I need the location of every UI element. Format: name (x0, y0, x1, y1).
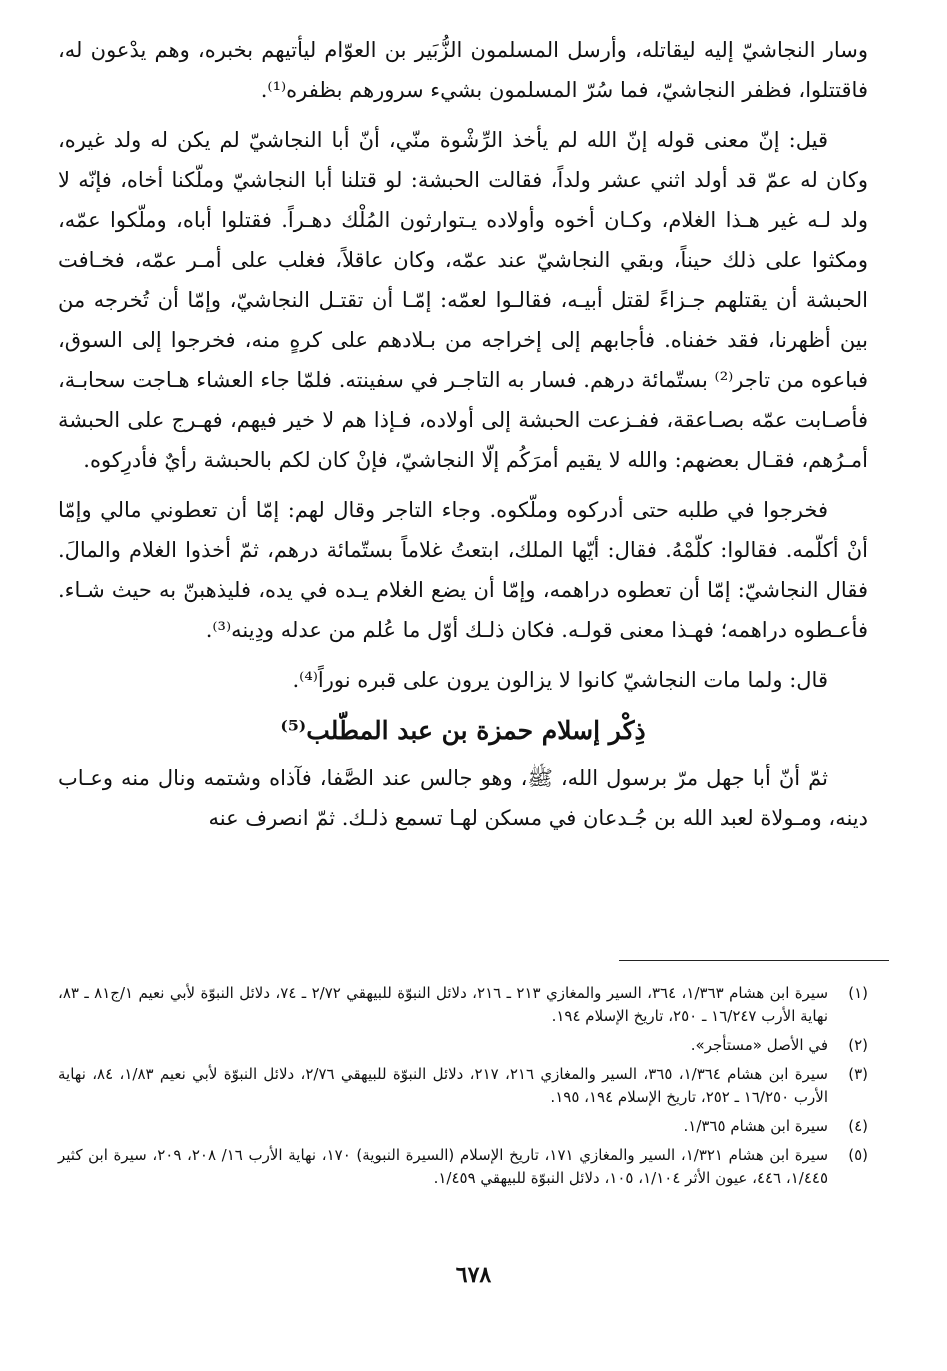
footnote-3 (58, 1063, 868, 1109)
section-heading: ذِكْر إسلام حمزة بن عبد المطّلب⁽⁵⁾ (280, 716, 646, 745)
footnote-2 (58, 1034, 868, 1057)
paragraph-1: وسار النجاشيّ إليه ليقاتله، وأرسل المسلمون الزُّبَير بن العوّام ليأتيهم بخبره، وهم يدْعون له، فاقتتلوا، فظفر النجاشيّ، فما سُرّ المسلمون بشيء سرورهم بظفره⁽¹⁾. (58, 38, 868, 102)
paragraph-2: قيل: إنّ معنى قوله إنّ الله لم يأخذ الرِّشْوة منّي، أنّ أبا النجاشيّ لم يكن له ولد غيره، وكان له عمّ قد أولد اثني عشر ولداً، فقالت الحبشة: لو قتلنا أبا النجاشيّ وملّكنا أخاه، فإنّه لا ولد لـه غير هـذا الغلام، وكـان أخوه وأولاده يـتوارثون المُلْك دهـراً. فقتلوا أباه، وملّكوا عمّه، ومكثوا على ذلك حيناً، وبقي النجاشيّ عند عمّه، وكان عاقلاً، فغلب على أمـر عمّه، فخـافت الحبشة أن يقتلهم جـزاءً لقتل أبيـه، فقالـوا لعمّه: إمّـا أن تقتـل النجاشيّ، وإمّا أن تُخرجه من بين أظهرنا، فقد خفناه. فأجابهم إلى إخراجه من بـلادهم على كرهٍ منه، فخرجوا إلى السوق، فباعوه من تاجر⁽²⁾ بستّمائة درهم. فسار به التاجـر في سفينته. فلمّا جاء العشاء هـاجت سحابـة، فأصـابت عمّه بصـاعقة، ففـزعت الحبشة إلى أولاده، فـإذا هم لا خير فيهم، فهـرج على الحبشة أمـرُهم، فقـال بعضهم: والله لا يقيم أمرَكُم إلّا النجاشيّ، فإنْ كان لكم بالحبشة رأيٌ فأدرِكوه. (58, 128, 868, 472)
footnote-text: سيرة ابن هشام ١/٣٦٥. (683, 1117, 828, 1135)
page-number: ٦٧٨ (455, 1262, 492, 1288)
footnotes (58, 982, 868, 1196)
footnote-text: في الأصل «مستأجر». (690, 1036, 828, 1054)
footnote-4 (58, 1115, 868, 1138)
paragraph-4: قال: ولما مات النجاشيّ كانوا لا يزالون يرون على قبره نوراً⁽⁴⁾. (292, 668, 828, 692)
paragraph-3: فخرجوا في طلبه حتى أدركوه وملّكوه. وجاء التاجر وقال لهم: إمّا أن تعطوني مالي وإمّا أنْ أكلّمه. فقالوا: كلّمْهُ. فقال: أيّها الملك، ابتعتُ غلاماً بستّمائة درهم، ثمّ أخذوا الغلام والمالَ. فقال النجاشيّ: إمّا أن تعطوه دراهمه، وإمّا أن يضع الغلام يـده في يده، فليذهبنّ به حيث شـاء. فأعـطوه دراهمه؛ فهـذا معنى قولـه. فكان ذلـك أوّل ما عُلم من عدله ودِينه⁽³⁾. (58, 498, 868, 642)
footnote-number: (٣) (848, 1065, 868, 1083)
footnote-divider (619, 960, 889, 961)
footnote-number: (٥) (848, 1146, 868, 1164)
page-body (58, 30, 868, 848)
footnote-1 (58, 982, 868, 1028)
paragraph-5: ثمّ أنّ أبا جهل مرّ برسول الله، ﷺ، وهو جالس عند الصَّفا، فآذاه وشتمه ونال منه وعـاب دينه، ومـولاة لعبد الله بن جُـدعان في مسكن لهـا تسمع ذلـك. ثمّ انصرف عنه (58, 766, 868, 830)
footnote-text: سيرة ابن هشام ١/٣٦٣، ٣٦٤، السير والمغازي ٢١٣ ـ ٢١٦، دلائل النبوّة للبيهقي ٢/٧٢ ـ ٧٤، دلائل النبوّة لأبي نعيم ١/ج٨١ ـ ٨٣، نهاية الأرب ١٦/٢٤٧ ـ ٢٥٠، تاريخ الإسلام ١٩٤. (58, 984, 829, 1025)
footnote-number: (٤) (848, 1117, 868, 1135)
footnote-text: سيرة ابن هشام ١/٣٢١، السير والمغازي ١٧١، تاريخ الإسلام (السيرة النبوية) ١٧٠، نهاية الأرب ١٦/ ٢٠٨، ٢٠٩، سيرة ابن كثير ١/٤٤٥، ٤٤٦، عيون الأثر ١/١٠٤، ١٠٥، دلائل النبوّة للبيهقي ١/٤٥٩. (58, 1146, 829, 1187)
footnote-number: (٢) (848, 1036, 868, 1054)
footnote-text: سيرة ابن هشام ١/٣٦٤، ٣٦٥، السير والمغازي ٢١٦، ٢١٧، دلائل النبوّة للبيهقي ٢/٧٦، دلائل النبوّة لأبي نعيم ١/٨٣، ٨٤، نهاية الأرب ١٦/٢٥٠ ـ ٢٥٢، تاريخ الإسلام ١٩٤، ١٩٥. (58, 1065, 828, 1106)
footnote-5 (58, 1144, 868, 1190)
footnote-number: (١) (848, 984, 868, 1002)
